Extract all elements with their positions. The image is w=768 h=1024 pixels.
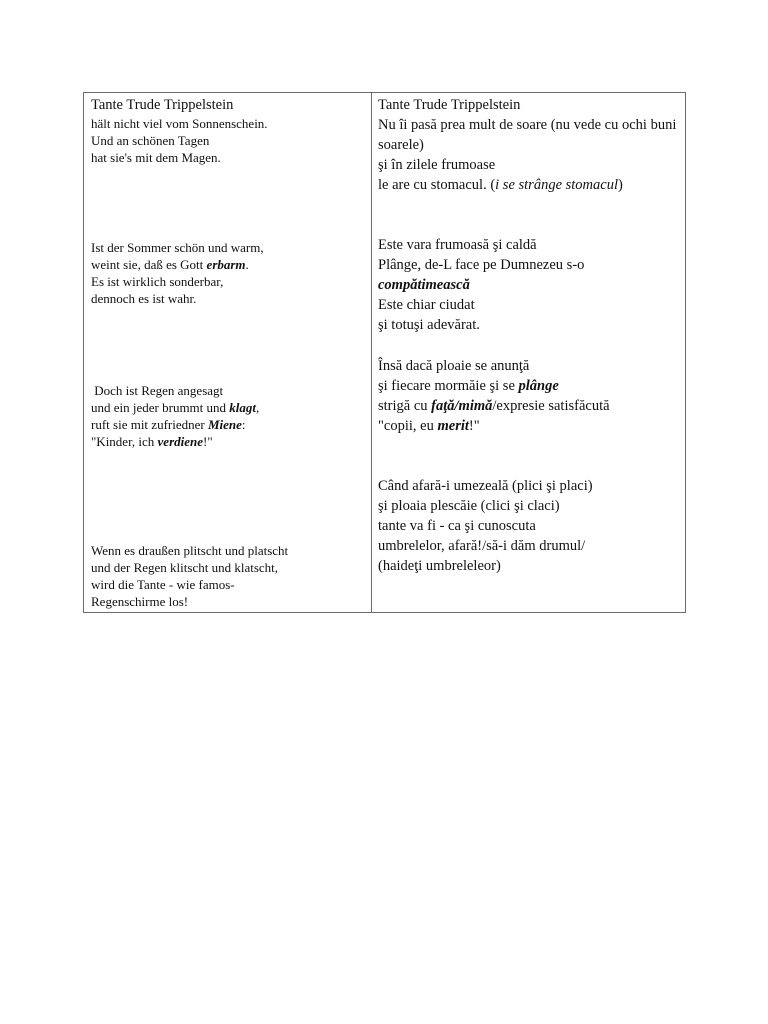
german-stanza-1 xyxy=(91,95,367,166)
german-stanza-2 xyxy=(91,239,367,307)
german-text: ruft sie mit zufriedner xyxy=(91,417,208,432)
german-line: dennoch es ist wahr. xyxy=(91,291,197,306)
romanian-line: şi totuşi adevărat. xyxy=(378,317,480,333)
german-text: : xyxy=(241,417,246,432)
romanian-line: umbrelelor, afară!/să-i dăm drumul/ xyxy=(378,538,586,554)
highlighted-word: erbarm xyxy=(206,257,246,272)
highlighted-word: merit xyxy=(437,418,469,434)
romanian-column xyxy=(372,93,685,612)
german-text: "Kinder, ich xyxy=(91,434,158,449)
romanian-line: Este vara frumoasă şi caldă xyxy=(378,237,537,253)
german-line xyxy=(91,433,367,450)
romanian-line: Este chiar ciudat xyxy=(378,297,475,313)
german-line: Es ist wirklich sonderbar, xyxy=(91,274,224,289)
romanian-line: Plânge, de-L face pe Dumnezeu s-o xyxy=(378,257,585,273)
highlighted-word: Miene xyxy=(207,417,242,432)
romanian-text: şi fiecare mormăie şi se xyxy=(378,378,519,394)
romanian-line xyxy=(378,376,681,396)
romanian-text: ) xyxy=(618,177,623,193)
romanian-stanza-2 xyxy=(378,235,681,335)
romanian-line xyxy=(378,396,681,416)
german-line: hält nicht viel vom Sonnenschein. xyxy=(91,116,268,131)
german-line: und der Regen klitscht und klatscht, xyxy=(91,560,279,575)
german-column xyxy=(84,93,372,612)
german-text: !" xyxy=(203,434,213,449)
german-line xyxy=(91,399,367,416)
romanian-line: şi în zilele frumoase xyxy=(378,157,496,173)
romanian-line: Când afară-i umezeală (plici şi placi) xyxy=(378,478,593,494)
romanian-text: !" xyxy=(468,418,480,434)
german-stanza-3 xyxy=(91,382,367,450)
german-line: Wenn es draußen plitscht und platscht xyxy=(91,543,289,558)
romanian-stanza-4 xyxy=(378,476,681,576)
romanian-line: (haideţi umbreleleor) xyxy=(378,558,501,574)
romanian-line: Însă dacă ploaie se anunţă xyxy=(378,358,530,374)
romanian-text: le are cu stomacul. ( xyxy=(378,177,496,193)
romanian-line: şi ploaia plescăie (clici şi claci) xyxy=(378,498,560,514)
german-line: Regenschirme los! xyxy=(91,594,189,609)
romanian-stanza-3 xyxy=(378,356,681,436)
romanian-poem-title: Tante Trude Trippelstein xyxy=(378,97,521,113)
german-stanza-4 xyxy=(91,542,367,610)
german-text: . xyxy=(245,257,249,272)
german-line: Doch ist Regen angesagt xyxy=(91,383,224,398)
romanian-text: "copii, eu xyxy=(378,418,438,434)
romanian-line xyxy=(378,175,681,195)
romanian-text: /expresie satisfăcută xyxy=(492,398,610,414)
romanian-text: strigă cu xyxy=(378,398,432,414)
german-line: wird die Tante - wie famos- xyxy=(91,577,235,592)
german-text: weint sie, daß es Gott xyxy=(91,257,207,272)
german-poem-title: Tante Trude Trippelstein xyxy=(91,97,234,113)
romanian-line: tante va fi - ca şi cunoscuta xyxy=(378,518,536,534)
highlighted-word: verdiene xyxy=(157,434,204,449)
highlighted-word: klagt xyxy=(229,400,257,415)
italic-phrase: i se strânge stomacul xyxy=(495,177,618,193)
romanian-line xyxy=(378,416,681,436)
german-line: Und an schönen Tagen xyxy=(91,133,210,148)
romanian-stanza-1 xyxy=(378,95,681,195)
german-text: , xyxy=(256,400,260,415)
german-line xyxy=(91,416,367,433)
highlighted-word: faţă/mimă xyxy=(431,398,493,414)
german-line: hat sie's mit dem Magen. xyxy=(91,150,221,165)
highlighted-word: compătimească xyxy=(378,277,470,293)
german-line: Ist der Sommer schön und warm, xyxy=(91,240,264,255)
highlighted-word: plânge xyxy=(518,378,559,394)
german-text: und ein jeder brummt und xyxy=(91,400,230,415)
translation-table xyxy=(83,92,686,613)
german-line xyxy=(91,256,367,273)
romanian-line: Nu îi pasă prea mult de soare (nu vede cu ochi buni soarele) xyxy=(378,117,677,153)
